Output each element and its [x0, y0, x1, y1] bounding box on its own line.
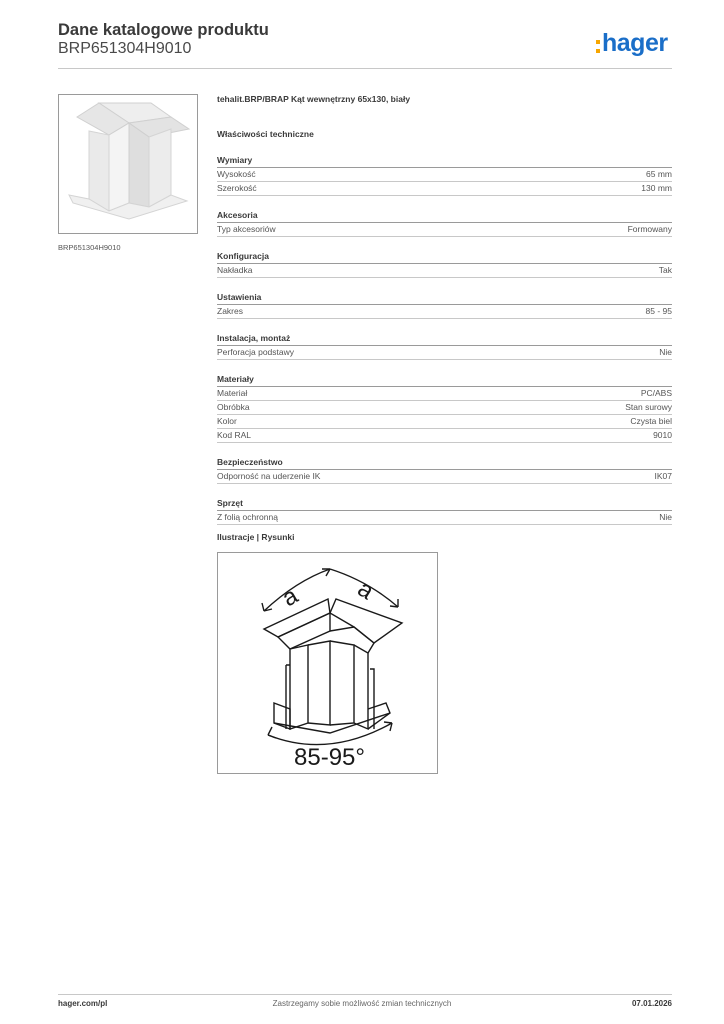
logo-text: hager: [602, 28, 668, 57]
spec-group: [217, 498, 672, 525]
spec-group: [217, 292, 672, 319]
spec-value: Nie: [659, 347, 672, 357]
spec-group-title: Instalacja, montaż: [217, 333, 672, 346]
spec-row: [217, 470, 672, 484]
spec-label: Nakładka: [217, 265, 253, 275]
spec-label: Obróbka: [217, 402, 250, 412]
spec-label: Kolor: [217, 416, 237, 426]
spec-row: [217, 223, 672, 237]
product-name: tehalit.BRP/BRAP Kąt wewnętrzny 65x130, biały: [217, 94, 411, 104]
spec-row: [217, 415, 672, 429]
spec-group: [217, 251, 672, 278]
spec-value: PC/ABS: [640, 388, 672, 398]
tech-heading: Właściwości techniczne: [217, 129, 314, 139]
spec-value: Tak: [658, 265, 672, 275]
spec-row: [217, 429, 672, 443]
spec-label: Wysokość: [217, 169, 256, 179]
header-divider: [58, 68, 672, 69]
spec-group-title: Konfiguracja: [217, 251, 672, 264]
angle-label: 85-95°: [294, 744, 365, 771]
spec-label: Materiał: [217, 388, 248, 398]
spec-group-title: Bezpieczeństwo: [217, 457, 672, 470]
spec-label: Kod RAL: [217, 430, 252, 440]
spec-value: 65 mm: [646, 169, 672, 179]
spec-group-title: Materiały: [217, 374, 672, 387]
spec-row: [217, 401, 672, 415]
dimension-drawing: [217, 552, 438, 774]
spec-value: Czysta biel: [630, 416, 672, 426]
spec-row: [217, 511, 672, 525]
spec-label: Zakres: [217, 306, 243, 316]
footer-divider: [58, 994, 672, 995]
spec-group-title: Sprzęt: [217, 498, 672, 511]
spec-value: Formowany: [627, 224, 672, 234]
spec-value: Nie: [659, 512, 672, 522]
spec-group: [217, 210, 672, 237]
spec-group: [217, 155, 672, 196]
dim-label-a-right: a: [352, 575, 379, 606]
spec-group-title: Wymiary: [217, 155, 672, 168]
footer-date: 07.01.2026: [631, 999, 672, 1008]
spec-value: IK07: [654, 471, 672, 481]
spec-group: [217, 457, 672, 484]
spec-group-title: Ustawienia: [217, 292, 672, 305]
footer-website-link[interactable]: hager.com/pl: [58, 999, 108, 1008]
spec-label: Z folią ochronną: [217, 512, 278, 522]
spec-value: 85 - 95: [645, 306, 672, 316]
footer-disclaimer: Zastrzegamy sobie możliwość zmian technicznych: [272, 999, 452, 1008]
spec-group: [217, 333, 672, 360]
illustrations-heading: Ilustracje | Rysunki: [217, 532, 295, 542]
spec-label: Szerokość: [217, 183, 257, 193]
spec-row: [217, 264, 672, 278]
spec-section: [217, 94, 672, 525]
hager-logo: [596, 28, 668, 58]
spec-groups: [217, 155, 672, 525]
spec-row: [217, 305, 672, 319]
spec-value: 9010: [653, 430, 672, 440]
spec-value: 130 mm: [641, 183, 672, 193]
spec-row: [217, 182, 672, 196]
spec-label: Typ akcesoriów: [217, 224, 276, 234]
spec-label: Odporność na uderzenie IK: [217, 471, 321, 481]
page-title: Dane katalogowe produktu: [58, 21, 269, 39]
spec-row: [217, 387, 672, 401]
spec-row: [217, 346, 672, 360]
spec-label: Perforacja podstawy: [217, 347, 295, 357]
spec-group-title: Akcesoria: [217, 210, 672, 223]
spec-group: [217, 374, 672, 443]
spec-row: [217, 168, 672, 182]
product-image: [58, 94, 198, 234]
product-code-subtitle: BRP651304H9010: [58, 40, 192, 57]
spec-value: Stan surowy: [625, 402, 672, 412]
logo-colon-icon: [596, 40, 600, 53]
dim-label-a-left: a: [277, 582, 303, 613]
product-image-caption: BRP651304H9010: [58, 243, 121, 252]
